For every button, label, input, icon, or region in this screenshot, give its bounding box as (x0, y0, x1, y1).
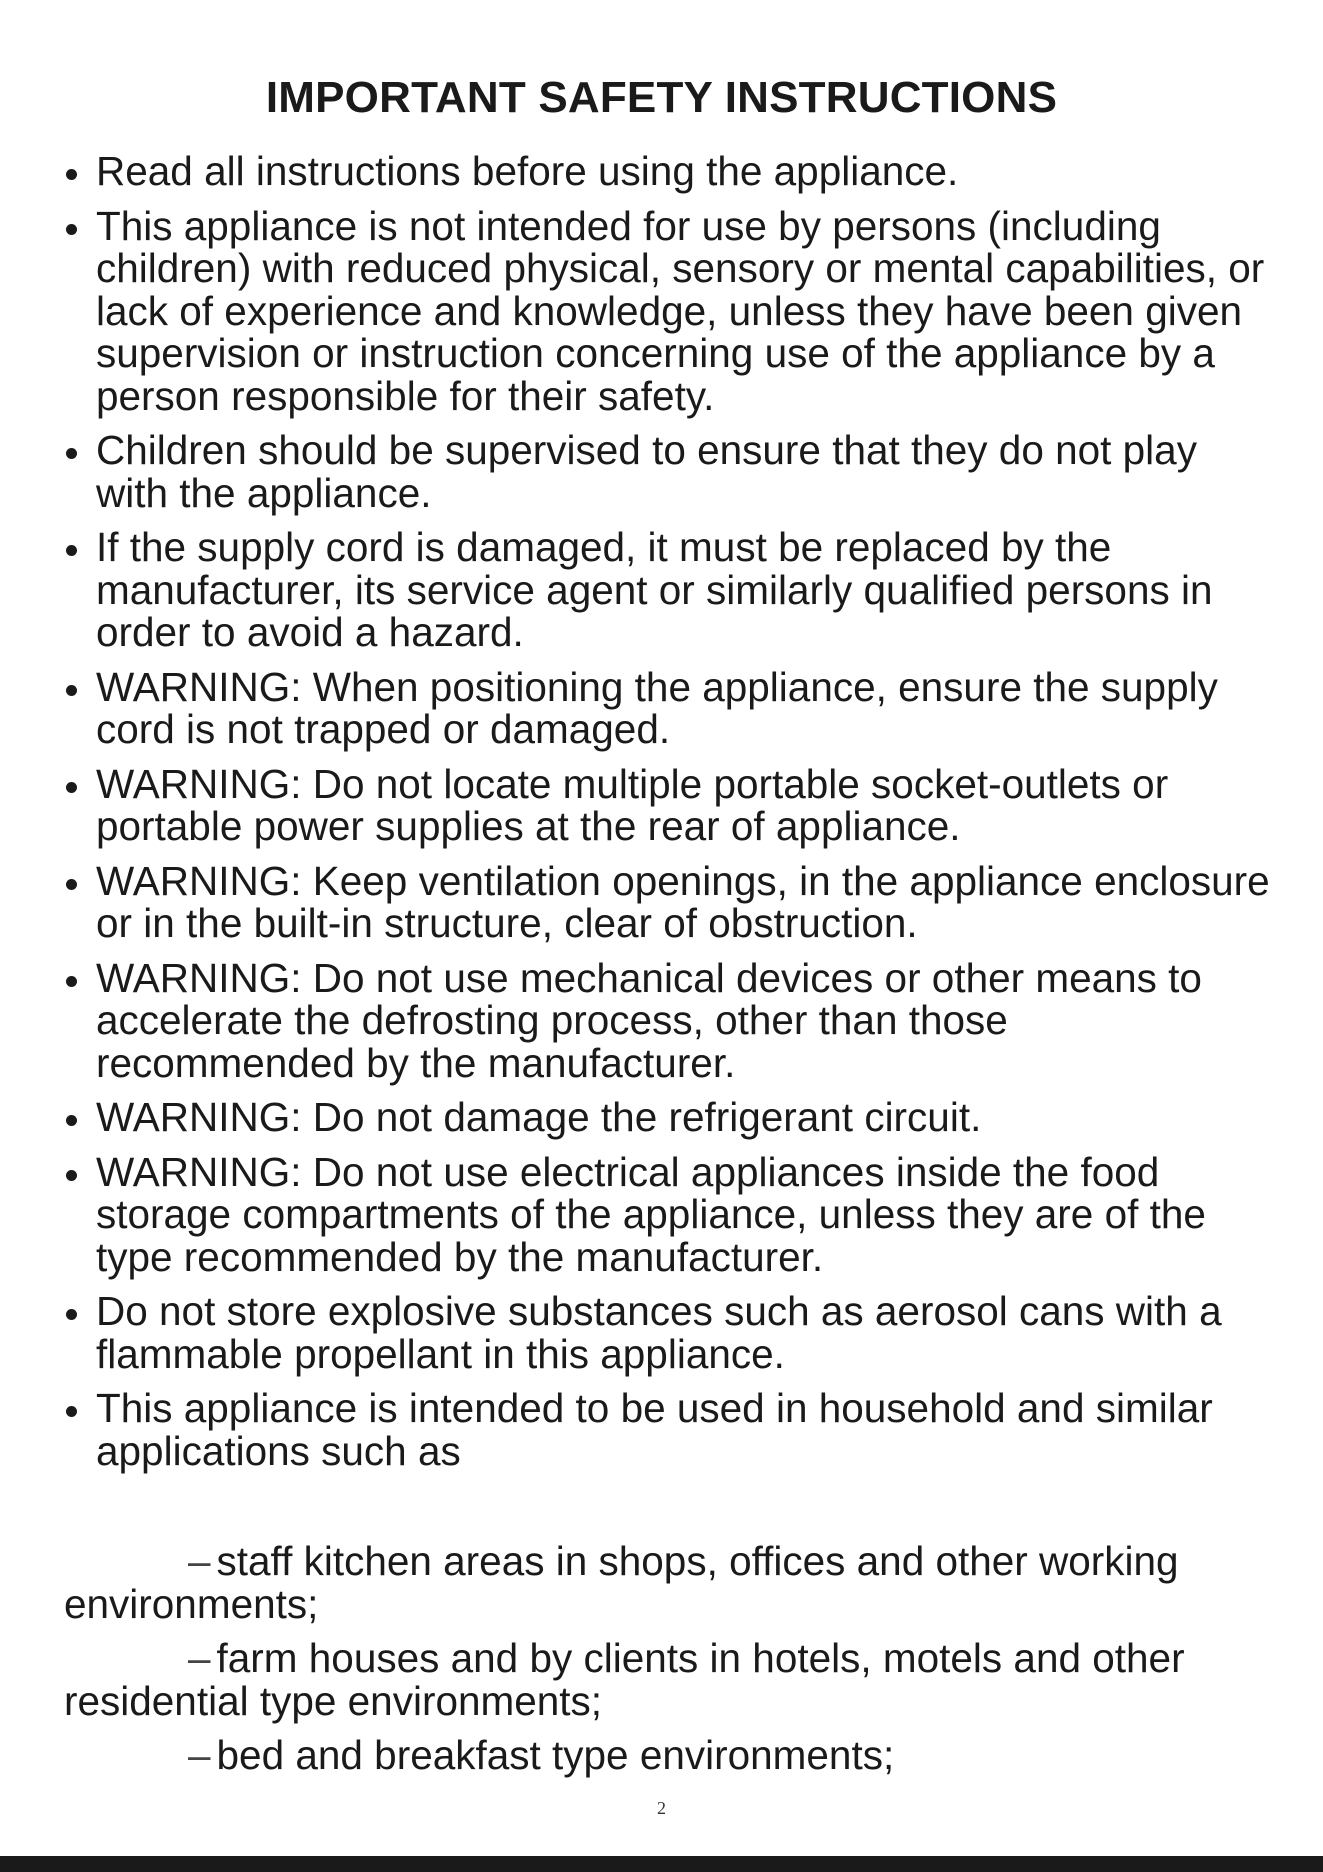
bullet-icon (66, 169, 77, 180)
sub-list-item (64, 1734, 1274, 1777)
list-item (64, 1290, 1274, 1375)
applications-sub-list (64, 1540, 1274, 1789)
bullet-icon (66, 1115, 77, 1126)
list-item-text: Read all instructions before using the appliance. (96, 148, 959, 194)
list-item (64, 526, 1274, 654)
sub-list-item-text: staff kitchen areas in shops, offices and other working environments; (64, 1538, 1179, 1627)
list-item-text: WARNING: Do not locate multiple portable socket-outlets or portable power supplies at the rear of appliance. (96, 760, 1169, 849)
list-item (64, 1148, 1274, 1280)
page-title: IMPORTANT SAFETY INSTRUCTIONS (265, 73, 1058, 122)
list-item-text: WARNING: Do not use electrical appliances inside the food storage compartments of the appliance, unless they are of the type recommended by the manufacturer. (96, 1148, 1206, 1280)
list-item-text: Children should be supervised to ensure that they do not play with the appliance. (96, 427, 1197, 516)
safety-instructions-list (64, 150, 1274, 1484)
dash-icon: – (188, 1732, 211, 1778)
dash-icon: – (188, 1635, 211, 1681)
list-item-text: WARNING: When positioning the appliance, ensure the supply cord is not trapped or damaged. (96, 663, 1218, 752)
bullet-icon (66, 782, 77, 793)
list-item (64, 1096, 1274, 1139)
bullet-icon (66, 976, 77, 987)
list-item (64, 954, 1274, 1086)
sub-list-item (64, 1540, 1274, 1625)
list-item (64, 663, 1274, 752)
list-item (64, 150, 1274, 193)
bullet-icon (66, 1170, 77, 1181)
sub-list-item-text: bed and breakfast type environments; (216, 1732, 895, 1778)
list-item (64, 857, 1274, 946)
bottom-border (0, 1856, 1323, 1872)
list-item-text: This appliance is not intended for use by persons (including children) with reduced physical, sensory or mental capabilities, or lack of experience and knowledge, unless they have been given supervision or instruction concerning use of the appliance by a person responsible for their safety. (96, 202, 1265, 419)
list-item (64, 1387, 1274, 1472)
sub-list-item (64, 1637, 1274, 1722)
page-number: 2 (657, 1798, 666, 1818)
list-item-text: Do not store explosive substances such as aerosol cans with a flammable propellant in this appliance. (96, 1288, 1222, 1377)
list-item-text: WARNING: Do not damage the refrigerant circuit. (96, 1094, 982, 1140)
list-item (64, 429, 1274, 514)
list-item-text: WARNING: Keep ventilation openings, in the appliance enclosure or in the built-in structure, clear of obstruction. (96, 857, 1270, 946)
list-item-text: If the supply cord is damaged, it must be replaced by the manufacturer, its service agent or similarly qualified persons in order to avoid a hazard. (96, 524, 1213, 655)
list-item (64, 760, 1274, 849)
bullet-icon (66, 545, 77, 556)
bullet-icon (66, 879, 77, 890)
bullet-icon (66, 448, 77, 459)
bullet-icon (66, 1406, 77, 1417)
list-item-text: WARNING: Do not use mechanical devices or other means to accelerate the defrosting process, other than those recommended by the manufacturer. (96, 954, 1202, 1086)
list-item-text: This appliance is intended to be used in household and similar applications such as (96, 1385, 1213, 1474)
bullet-icon (66, 685, 77, 696)
bullet-icon (66, 1309, 77, 1320)
list-item (64, 202, 1274, 419)
bullet-icon (66, 224, 77, 235)
sub-list-item-text: farm houses and by clients in hotels, motels and other residential type environments; (64, 1635, 1185, 1724)
dash-icon: – (188, 1538, 211, 1584)
